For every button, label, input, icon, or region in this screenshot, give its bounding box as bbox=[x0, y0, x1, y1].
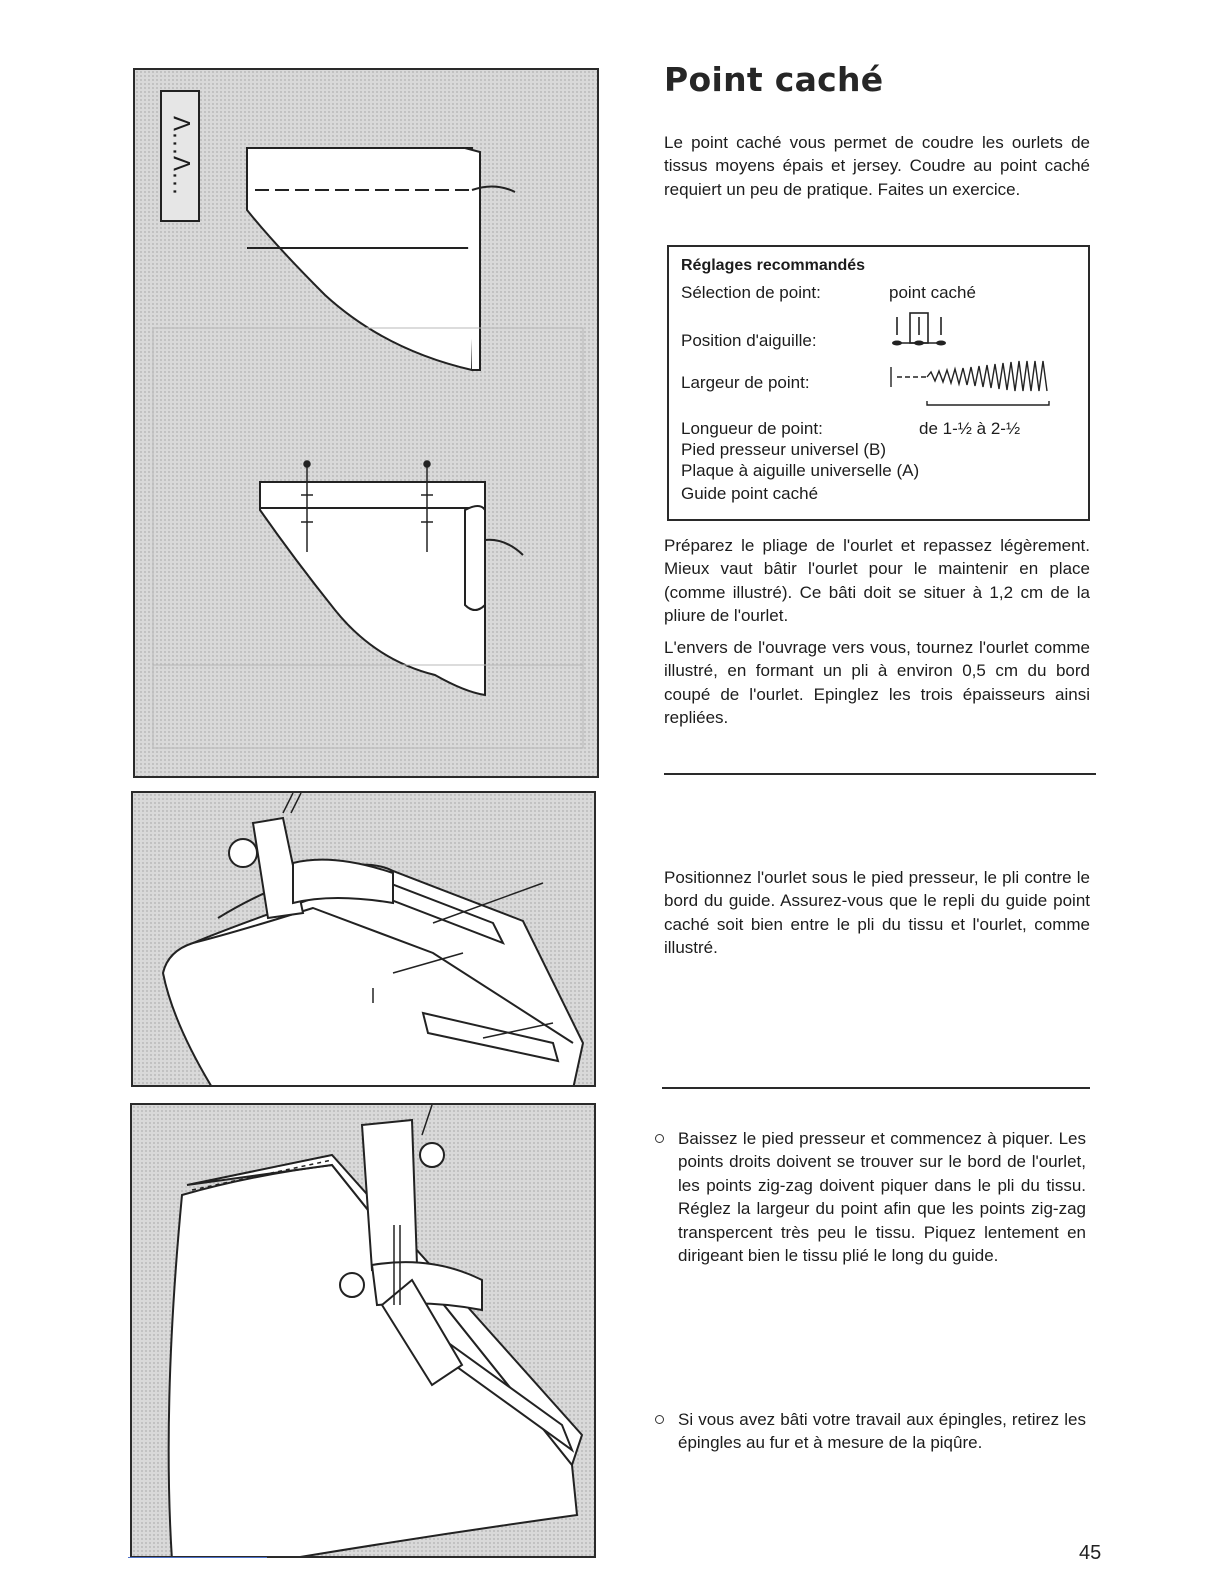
intro-paragraph: Le point caché vous permet de coudre les ourlets de tissus moyens épais et jersey. Coudre au point caché requiert un peu de pratique. Faites un exercice. bbox=[664, 133, 1090, 199]
stitch-length-value: de 1-½ à 2-½ bbox=[919, 419, 1021, 438]
bullet-icon bbox=[655, 1134, 664, 1143]
preparation-paragraph: Préparez le pliage de l'ourlet et repassez légèrement. Mieux vaut bâtir l'ourlet pour le maintenir en place (comme illustré). Ce bâti doit se situer à 1,2 cm de la pliure de l'ourlet. bbox=[664, 536, 1090, 625]
needle-position-label: Position d'aiguille: bbox=[681, 331, 817, 350]
hem-folding-illustration bbox=[133, 68, 599, 778]
footer-link-underline bbox=[128, 1557, 267, 1558]
presser-foot-drawing bbox=[133, 793, 596, 1087]
page-number: 45 bbox=[1079, 1542, 1102, 1564]
presser-foot-setting: Pied presseur universel (B) bbox=[681, 440, 887, 459]
turn-hem-paragraph: L'envers de l'ouvrage vers vous, tournez l'ourlet comme illustré, en formant un pli à environ 0,5 cm du bord coupé de l'ourlet. Epinglez les trois épaisseurs ainsi repliées. bbox=[664, 638, 1090, 727]
needle-plate-setting: Plaque à aiguille universelle (A) bbox=[681, 461, 920, 480]
stitch-width-label: Largeur de point: bbox=[681, 373, 810, 392]
stitch-width-scale-icon bbox=[887, 359, 1057, 409]
sewing-hem-illustration bbox=[130, 1103, 596, 1558]
section-divider bbox=[662, 1087, 1090, 1089]
settings-heading: Réglages recommandés bbox=[681, 257, 866, 274]
list-item bbox=[652, 1408, 1086, 1455]
list-item bbox=[652, 1127, 1086, 1267]
stitch-symbol: Λ...Λ... bbox=[167, 115, 193, 197]
bullet-text: Baissez le pied presseur et commencez à piquer. Les points droits doivent se trouver sur le bord de l'ourlet, les points zig-zag doivent piquer dans le pli du tissu. Réglez la largeur du point afin que les points zig-zag transpercent très peu le tissu. Piquez lentement en dirigeant bien le tissu plié le long du guide. bbox=[678, 1129, 1086, 1266]
page-title: Point caché bbox=[664, 60, 884, 99]
recommended-settings-box bbox=[667, 245, 1090, 521]
needle-position-icon bbox=[889, 309, 949, 351]
stitch-selection-value: point caché bbox=[889, 283, 976, 302]
presser-foot-positioning-illustration bbox=[131, 791, 596, 1087]
sewing-drawing bbox=[132, 1105, 596, 1558]
stitch-selection-label: Sélection de point: bbox=[681, 283, 821, 302]
guide-setting: Guide point caché bbox=[681, 484, 819, 503]
positioning-paragraph: Positionnez l'ourlet sous le pied presseur, le pli contre le bord du guide. Assurez-vous que le repli du guide point caché soit bien entre le pli du tissu et l'ourlet, comme illustré. bbox=[664, 868, 1090, 957]
stitch-length-label: Longueur de point: bbox=[681, 419, 823, 438]
section-divider bbox=[664, 773, 1096, 775]
hem-fabric-drawing bbox=[135, 70, 599, 778]
bullet-text: Si vous avez bâti votre travail aux épingles, retirez les épingles au fur et à mesure de la piqûre. bbox=[678, 1410, 1086, 1453]
bullet-icon bbox=[655, 1415, 664, 1424]
